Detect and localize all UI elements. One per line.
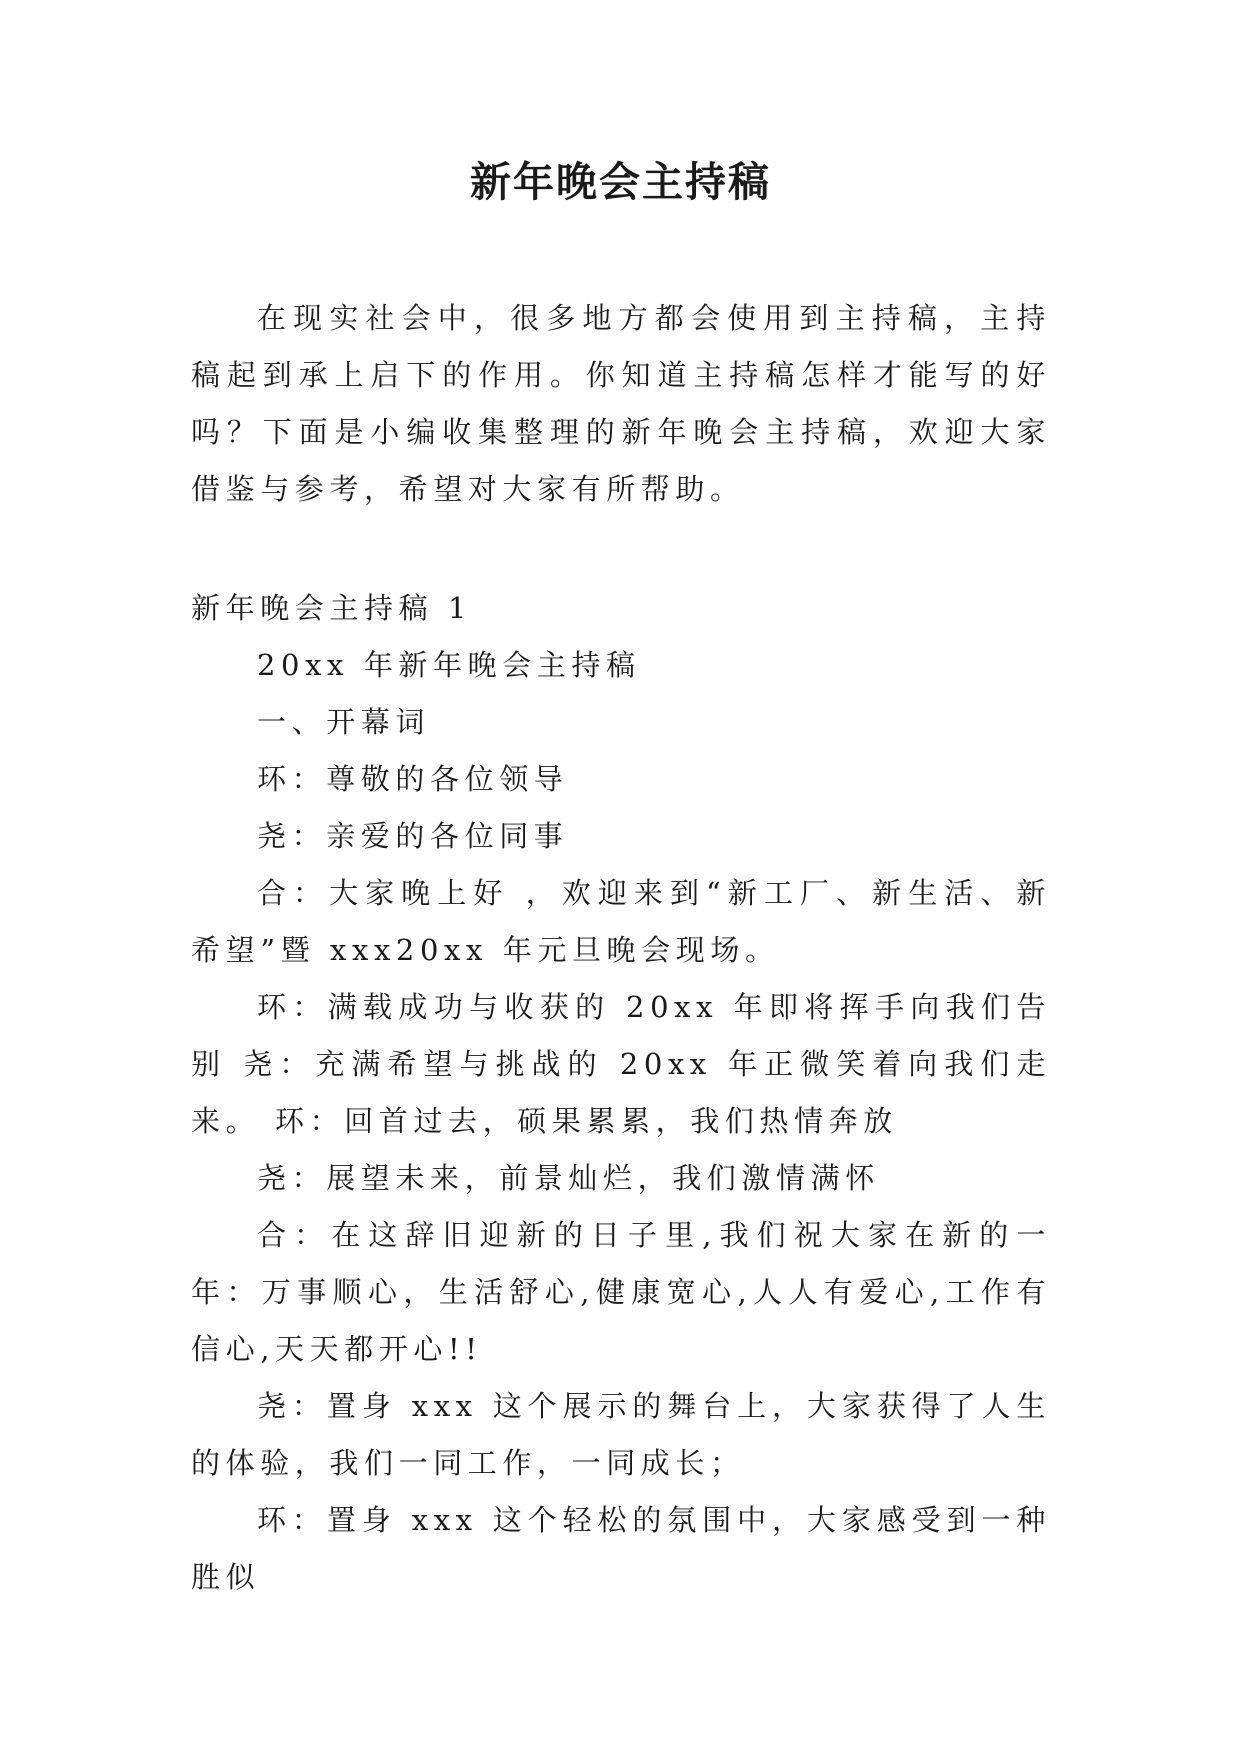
body-paragraph: 合：在这辞旧迎新的日子里,我们祝大家在新的一年：万事顺心，生活舒心,健康宽心,人人有爱心,工作有信心,天天都开心!! [191,1218,1051,1366]
section-heading: 新年晚会主持稿 1 [191,591,473,625]
body-paragraph: 尧：置身 xxx 这个展示的舞台上，大家获得了人生的体验，我们一同工作，一同成长； [191,1389,1051,1480]
body-paragraph: 一、开幕词 [257,705,431,739]
body-paragraph: 20xx 年新年晚会主持稿 [257,648,641,682]
body-paragraph: 环：置身 xxx 这个轻松的氛围中，大家感受到一种胜似 [191,1503,1051,1594]
document-title: 新年晚会主持稿 [470,158,771,206]
body-paragraph: 环：满载成功与收获的 20xx 年即将挥手向我们告别 尧：充满希望与挑战的 20xx 年正微笑着向我们走来。 环：回首过去，硕果累累，我们热情奔放 [191,990,1051,1138]
section-block [191,580,1051,1606]
body-paragraph: 合：大家晚上好 ，欢迎来到“新工厂、新生活、新希望”暨 xxx20xx 年元旦晚会现场。 [191,876,1051,967]
intro-block [191,290,1051,518]
body-paragraph: 尧：亲爱的各位同事 [257,819,569,853]
intro-paragraph: 在现实社会中，很多地方都会使用到主持稿，主持稿起到承上启下的作用。你知道主持稿怎样才能写的好吗？下面是小编收集整理的新年晚会主持稿，欢迎大家借鉴与参考，希望对大家有所帮助。 [191,301,1051,506]
body-paragraph: 环：尊敬的各位领导 [257,762,569,796]
body-paragraph: 尧：展望未来，前景灿烂，我们激情满怀 [257,1161,880,1195]
